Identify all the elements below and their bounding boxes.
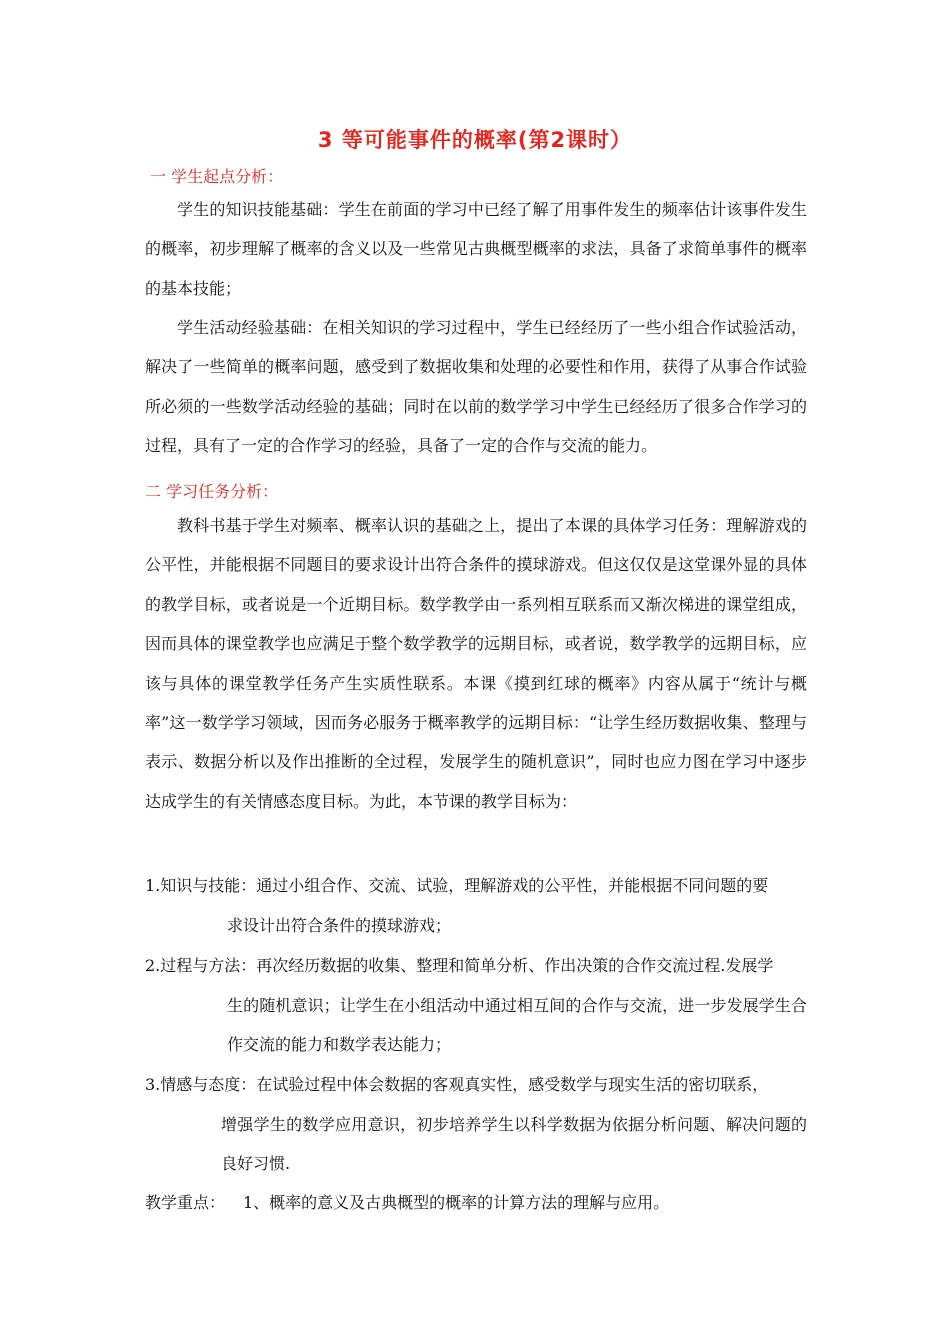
goal-item-process-method bbox=[145, 946, 807, 1065]
section-heading-start-analysis: 一 学生起点分析： bbox=[150, 167, 284, 186]
key-point-line bbox=[145, 1190, 669, 1213]
goal-item-continuation: 生的随机意识；让学生在小组活动中通过相互间的合作与交流，进一步发展学生合作交流的能力和数学表达能力； bbox=[227, 995, 807, 1055]
paragraph-knowledge-base: 学生的知识技能基础：学生在前面的学习中已经了解了用事件发生的频率估计该事件发生的概率，初步理解了概率的含义以及一些常见古典概型概率的求法，具备了求简单事件的概率的基本技能； bbox=[145, 200, 807, 298]
paragraph-activity-experience: 学生活动经验基础：在相关知识的学习过程中，学生已经经历了一些小组合作试验活动，解决了一些简单的概率问题，感受到了数据收集和处理的必要性和作用，获得了从事合作试验所必须的一些数学活动经验的基础；同时在以前的数学学习中学生已经经历了很多合作学习的过程，具有了一定的合作学习的经验，具备了一定的合作与交流的能力。 bbox=[145, 318, 807, 456]
goal-item-continuation: 增强学生的数学应用意识，初步培养学生以科学数据为依据分析问题、解决问题的良好习惯. bbox=[221, 1114, 807, 1174]
paragraph-task-analysis: 教科书基于学生对频率、概率认识的基础之上，提出了本课的具体学习任务：理解游戏的公平性，并能根据不同题目的要求设计出符合条件的摸球游戏。但这仅仅是这堂课外显的具体的教学目标，或者说是一个近期目标。数学教学由一系列相互联系而又渐次梯进的课堂组成，因而具体的课堂教学也应满足于整个数学教学的远期目标，或者说，数学教学的远期目标，应该与具体的课堂教学任务产生实质性联系。本课《摸到红球的概率》内容从属于“统计与概率”这一数学学习领域，因而务必服务于概率教学的远期目标：“让学生经历数据收集、整理与表示、数据分析以及作出推断的全过程，发展学生的随机意识”，同时也应力图在学习中逐步达成学生的有关情感态度目标。为此，本节课的教学目标为： bbox=[145, 516, 807, 811]
page-title: 3 等可能事件的概率(第2课时） bbox=[317, 128, 633, 152]
goal-item-first-line: 3.情感与态度：在试验过程中体会数据的客观真实性，感受数学与现实生活的密切联系， bbox=[145, 1075, 769, 1094]
goal-item-knowledge-skill bbox=[145, 866, 807, 945]
section-heading-task-analysis: 二 学习任务分析： bbox=[145, 482, 279, 501]
key-point-text: 1、概率的意义及古典概型的概率的计算方法的理解与应用。 bbox=[243, 1193, 670, 1212]
goal-item-first-line: 1.知识与技能：通过小组合作、交流、试验，理解游戏的公平性，并能根据不同问题的要 bbox=[145, 876, 769, 895]
key-point-label: 教学重点： bbox=[145, 1193, 226, 1212]
goal-item-continuation: 求设计出符合条件的摸球游戏； bbox=[227, 915, 452, 935]
goal-item-emotion-attitude bbox=[145, 1065, 807, 1184]
goal-item-first-line: 2.过程与方法：再次经历数据的收集、整理和简单分析、作出决策的合作交流过程.发展学 bbox=[145, 956, 774, 975]
